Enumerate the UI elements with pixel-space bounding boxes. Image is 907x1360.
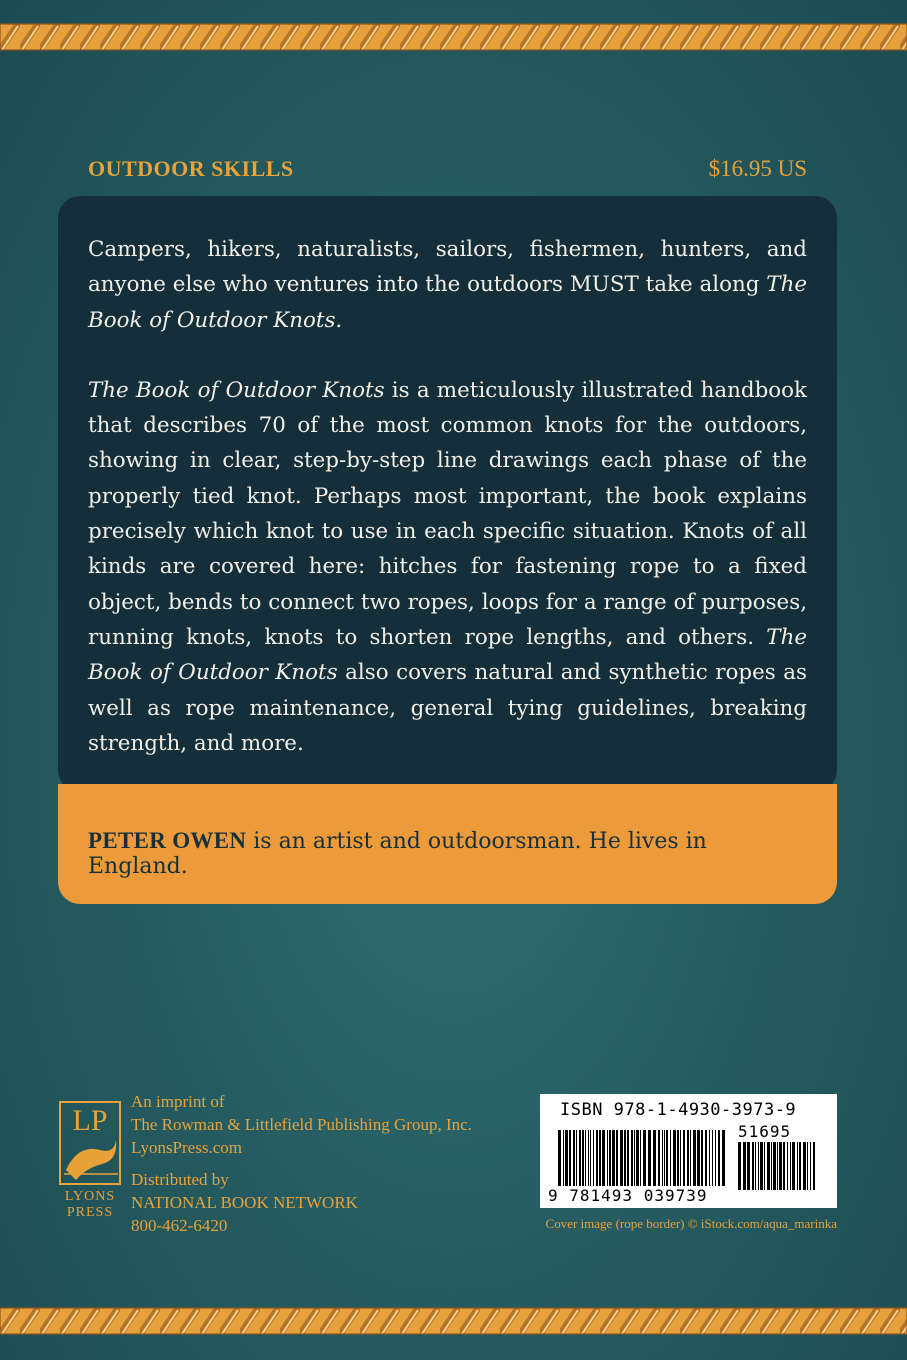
author-panel — [58, 784, 837, 904]
book-title: The Book of Outdoor Knots — [88, 624, 807, 686]
ean-digits: 9 781493 039739 — [548, 1186, 708, 1205]
distributed-by-line: Distributed by — [131, 1170, 229, 1189]
category-label: OUTDOOR SKILLS — [88, 156, 294, 181]
description-panel — [58, 196, 837, 792]
rope-border-top — [0, 14, 907, 60]
publisher-info — [131, 1090, 472, 1237]
rope-border-bottom — [0, 1298, 907, 1344]
description-paragraph-2: The Book of Outdoor Knots is a meticulously illustrated handbook that describes 70 of the most common knots for the outdoors, showing in clear, step-by-step line drawings each phase of the properly tied knot. Perhaps most important, the book explains precisely which knot to use in each specific situation. Knots of all kinds are covered here: hitches for fastening rope to a fixed object, bends to connect two ropes, loops for a range of purposes, running knots, knots to shorten rope lengths, and others. The Book of Outdoor Knots also covers natural and synthetic ropes as well as rope maintenance, general tying guidelines, breaking strength, and more. — [88, 377, 807, 756]
svg-text:LYONS: LYONS — [64, 1189, 116, 1204]
book-title: The Book of Outdoor Knots. — [88, 272, 807, 333]
distributor-phone: 800-462-6420 — [131, 1216, 228, 1235]
barcode-panel — [540, 1094, 837, 1208]
isbn-text: ISBN 978-1-4930-3973-9 — [560, 1100, 797, 1120]
publisher-website: LyonsPress.com — [131, 1138, 242, 1157]
price-code: 51695 — [738, 1122, 792, 1141]
svg-text:PRESS: PRESS — [66, 1205, 114, 1220]
price-label: $16.95 US — [708, 156, 807, 181]
imprint-line: An imprint of — [131, 1092, 225, 1111]
price-barcode-icon — [738, 1142, 818, 1190]
ean-barcode-icon — [558, 1130, 728, 1186]
book-title: The Book of Outdoor Knots — [88, 377, 385, 403]
svg-text:LP: LP — [72, 1104, 108, 1137]
publisher-group: The Rowman & Littlefield Publishing Group, Inc. — [131, 1115, 472, 1134]
author-bio: is an artist and outdoorsman. He lives in England. — [88, 829, 707, 879]
distributor-name: NATIONAL BOOK NETWORK — [131, 1193, 358, 1212]
description-paragraph-1: Campers, hikers, naturalists, sailors, fishermen, hunters, and anyone else who ventures into the outdoors MUST take along The Book of Outdoor Knots. — [88, 237, 807, 333]
lyons-press-logo-icon — [56, 1100, 126, 1220]
cover-image-credit: Cover image (rope border) © iStock.com/aqua_marinka — [545, 1216, 837, 1231]
author-name: PETER OWEN — [88, 828, 247, 853]
